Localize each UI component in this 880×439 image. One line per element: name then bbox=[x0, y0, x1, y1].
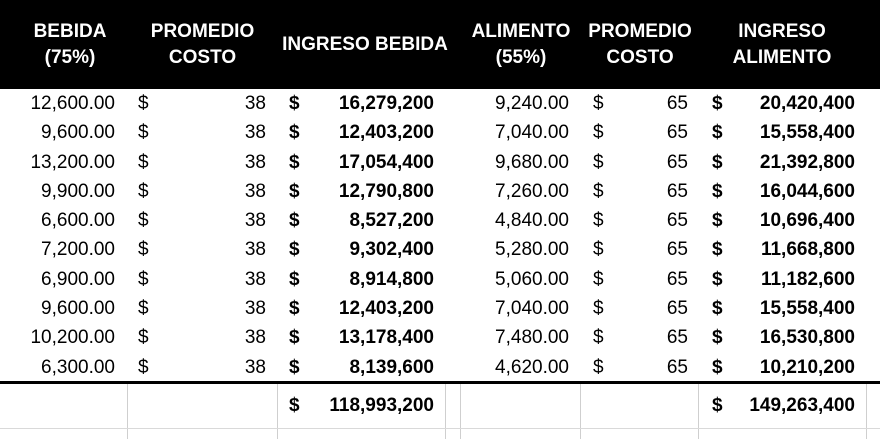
cell-ingreso-alimento: 15,558,400 bbox=[759, 122, 855, 144]
cell-bebida: 6,600.00 bbox=[41, 210, 115, 232]
table-row[interactable] bbox=[0, 294, 880, 323]
cell-bebida: 9,600.00 bbox=[41, 122, 115, 144]
cell-bebida: 9,900.00 bbox=[41, 180, 115, 202]
cell-alimento: 5,280.00 bbox=[495, 239, 569, 261]
cell-ingreso-bebida: 8,139,600 bbox=[349, 356, 434, 378]
cell-currency: $ bbox=[138, 239, 149, 261]
cell-ingreso-bebida: 17,054,400 bbox=[338, 151, 434, 173]
header-ingreso-alimento-line-2: ALIMENTO bbox=[732, 46, 832, 68]
cell-currency: $ bbox=[289, 210, 300, 232]
table-row[interactable] bbox=[0, 206, 880, 235]
cell-costo-alimento: 65 bbox=[666, 356, 688, 378]
header-promedio-costo-alimento bbox=[580, 0, 700, 89]
data-rows bbox=[0, 89, 880, 382]
cell-costo-bebida: 38 bbox=[244, 268, 266, 290]
cell-currency: $ bbox=[138, 210, 149, 232]
table-row[interactable] bbox=[0, 353, 880, 382]
cell-bebida: 6,900.00 bbox=[41, 268, 115, 290]
cell-ingreso-bebida: 8,914,800 bbox=[349, 268, 434, 290]
table-row[interactable] bbox=[0, 177, 880, 206]
total-currency: $ bbox=[289, 395, 300, 416]
grid-line bbox=[0, 428, 880, 429]
cell-currency: $ bbox=[712, 151, 723, 173]
cell-costo-alimento: 65 bbox=[666, 180, 688, 202]
cell-currency: $ bbox=[138, 151, 149, 173]
header-ingreso-bebida bbox=[275, 0, 455, 89]
header-alimento-line-1: ALIMENTO bbox=[471, 20, 571, 42]
header-promedio-line-1: PROMEDIO bbox=[150, 20, 255, 42]
cell-costo-bebida: 38 bbox=[244, 210, 266, 232]
cell-currency: $ bbox=[138, 180, 149, 202]
cell-currency: $ bbox=[593, 356, 604, 378]
cell-costo-bebida: 38 bbox=[244, 93, 266, 114]
cell-ingreso-alimento: 21,392,800 bbox=[759, 151, 855, 173]
header-row bbox=[0, 0, 880, 89]
table-row[interactable] bbox=[0, 323, 880, 352]
cell-ingreso-bebida: 16,279,200 bbox=[338, 93, 434, 114]
cell-bebida: 9,600.00 bbox=[41, 298, 115, 320]
cell-currency: $ bbox=[289, 180, 300, 202]
cell-costo-bebida: 38 bbox=[244, 151, 266, 173]
cell-costo-alimento: 65 bbox=[666, 239, 688, 261]
cell-costo-bebida: 38 bbox=[244, 180, 266, 202]
cell-bebida: 13,200.00 bbox=[30, 151, 115, 173]
cell-alimento: 5,060.00 bbox=[495, 268, 569, 290]
cell-alimento: 4,840.00 bbox=[495, 210, 569, 232]
cell-currency: $ bbox=[712, 356, 723, 378]
cell-ingreso-bebida: 12,403,200 bbox=[338, 298, 434, 320]
header-ingreso-alimento-line-1: INGRESO bbox=[738, 20, 826, 42]
cell-currency: $ bbox=[593, 151, 604, 173]
table-row[interactable] bbox=[0, 148, 880, 177]
cell-costo-bebida: 38 bbox=[244, 356, 266, 378]
cell-costo-alimento: 65 bbox=[666, 298, 688, 320]
cell-currency: $ bbox=[289, 298, 300, 320]
cell-costo-alimento: 65 bbox=[666, 151, 688, 173]
cell-currency: $ bbox=[289, 151, 300, 173]
cell-ingreso-bebida: 8,527,200 bbox=[349, 210, 434, 232]
cell-currency: $ bbox=[712, 180, 723, 202]
cell-costo-bebida: 38 bbox=[244, 298, 266, 320]
table-row[interactable] bbox=[0, 265, 880, 294]
cell-currency: $ bbox=[138, 268, 149, 290]
table-row[interactable] bbox=[0, 89, 880, 118]
header-ingreso-alimento bbox=[712, 0, 852, 89]
cell-currency: $ bbox=[138, 93, 149, 114]
cell-currency: $ bbox=[289, 268, 300, 290]
cell-ingreso-bebida: 12,403,200 bbox=[338, 122, 434, 144]
cell-bebida: 6,300.00 bbox=[41, 356, 115, 378]
total-ingreso-alimento: 149,263,400 bbox=[749, 395, 855, 416]
cell-bebida: 10,200.00 bbox=[30, 327, 115, 349]
cell-currency: $ bbox=[593, 180, 604, 202]
cell-costo-alimento: 65 bbox=[666, 122, 688, 144]
cell-currency: $ bbox=[712, 122, 723, 144]
header-promedio2-line-2: COSTO bbox=[606, 46, 674, 68]
cell-costo-bebida: 38 bbox=[244, 327, 266, 349]
cell-ingreso-bebida: 9,302,400 bbox=[349, 239, 434, 261]
cell-ingreso-alimento: 10,210,200 bbox=[759, 356, 855, 378]
cell-alimento: 7,040.00 bbox=[495, 298, 569, 320]
cell-currency: $ bbox=[289, 327, 300, 349]
totals-row[interactable] bbox=[0, 384, 880, 428]
header-ingreso-bebida-line-1: INGRESO BEBIDA bbox=[282, 33, 448, 55]
cell-currency: $ bbox=[593, 298, 604, 320]
cell-currency: $ bbox=[593, 210, 604, 232]
cell-currency: $ bbox=[289, 122, 300, 144]
cell-alimento: 7,480.00 bbox=[495, 327, 569, 349]
header-promedio-line-2: COSTO bbox=[168, 46, 237, 68]
cell-ingreso-alimento: 20,420,400 bbox=[759, 93, 855, 114]
cell-currency: $ bbox=[712, 327, 723, 349]
cell-currency: $ bbox=[593, 327, 604, 349]
cell-currency: $ bbox=[289, 93, 300, 114]
cell-ingreso-alimento: 15,558,400 bbox=[759, 298, 855, 320]
cell-costo-bebida: 38 bbox=[244, 122, 266, 144]
cell-alimento: 9,680.00 bbox=[495, 151, 569, 173]
cell-currency: $ bbox=[289, 239, 300, 261]
total-ingreso-bebida: 118,993,200 bbox=[329, 395, 434, 416]
cell-currency: $ bbox=[593, 239, 604, 261]
header-promedio-costo-bebida bbox=[140, 0, 265, 89]
cell-currency: $ bbox=[712, 239, 723, 261]
cell-bebida: 12,600.00 bbox=[30, 93, 115, 114]
cell-currency: $ bbox=[593, 93, 604, 114]
cell-ingreso-alimento: 11,182,600 bbox=[760, 268, 855, 290]
cell-ingreso-alimento: 10,696,400 bbox=[759, 210, 855, 232]
cell-ingreso-bebida: 12,790,800 bbox=[338, 180, 434, 202]
cell-bebida: 7,200.00 bbox=[41, 239, 115, 261]
cell-currency: $ bbox=[138, 356, 149, 378]
cell-ingreso-alimento: 16,530,800 bbox=[759, 327, 855, 349]
cell-ingreso-alimento: 11,668,800 bbox=[760, 239, 855, 261]
cell-currency: $ bbox=[712, 298, 723, 320]
cell-currency: $ bbox=[593, 122, 604, 144]
cell-costo-alimento: 65 bbox=[666, 210, 688, 232]
cell-currency: $ bbox=[289, 356, 300, 378]
cell-currency: $ bbox=[138, 327, 149, 349]
cell-costo-alimento: 65 bbox=[666, 268, 688, 290]
cell-alimento: 4,620.00 bbox=[495, 356, 569, 378]
cell-currency: $ bbox=[593, 268, 604, 290]
header-bebida-line-1: BEBIDA bbox=[33, 20, 107, 42]
header-promedio2-line-1: PROMEDIO bbox=[588, 20, 692, 42]
cell-costo-bebida: 38 bbox=[244, 239, 266, 261]
cell-currency: $ bbox=[712, 93, 723, 114]
cell-alimento: 9,240.00 bbox=[495, 93, 569, 114]
header-bebida-line-2: (75%) bbox=[44, 46, 96, 68]
cell-currency: $ bbox=[712, 210, 723, 232]
cell-ingreso-bebida: 13,178,400 bbox=[338, 327, 434, 349]
table-row[interactable] bbox=[0, 235, 880, 264]
header-alimento bbox=[462, 0, 580, 89]
header-alimento-line-2: (55%) bbox=[495, 46, 547, 68]
header-bebida bbox=[10, 0, 130, 89]
table-row[interactable] bbox=[0, 118, 880, 147]
cell-currency: $ bbox=[138, 122, 149, 144]
total-currency: $ bbox=[712, 395, 723, 416]
cell-ingreso-alimento: 16,044,600 bbox=[759, 180, 855, 202]
cell-costo-alimento: 65 bbox=[666, 327, 688, 349]
cell-currency: $ bbox=[138, 298, 149, 320]
cell-alimento: 7,260.00 bbox=[495, 180, 569, 202]
cell-currency: $ bbox=[712, 268, 723, 290]
cell-alimento: 7,040.00 bbox=[495, 122, 569, 144]
cell-costo-alimento: 65 bbox=[666, 93, 688, 114]
